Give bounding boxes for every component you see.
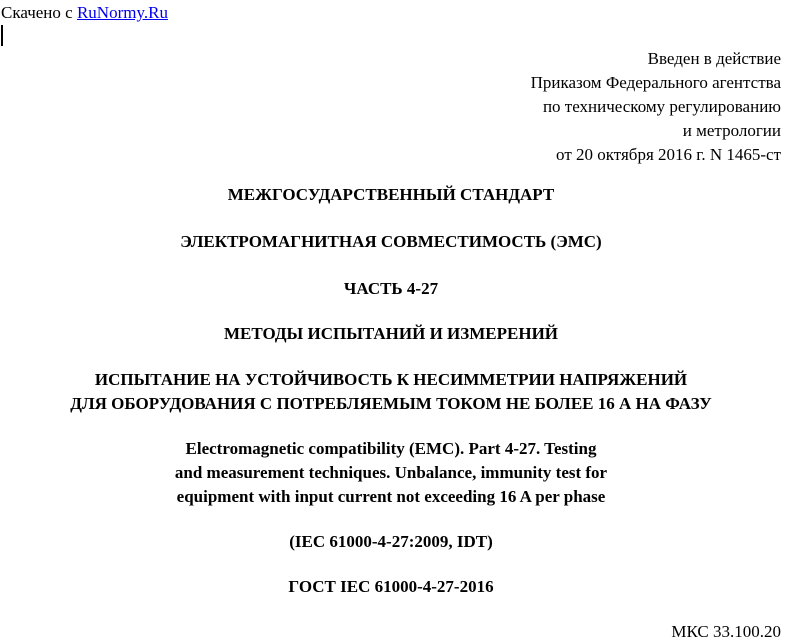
- standard-subtitle: МЕТОДЫ ИСПЫТАНИЙ И ИЗМЕРЕНИЙ: [223, 324, 559, 343]
- english-title-line-2: and measurement techniques. Unbalance, immunity test for: [174, 463, 608, 482]
- runormy-link[interactable]: RuNormy.Ru: [76, 3, 168, 22]
- download-prefix: Скачено с: [1, 3, 77, 22]
- iec-reference: (IEC 61000-4-27:2009, IDT): [289, 532, 493, 551]
- standard-part: ЧАСТЬ 4-27: [343, 279, 439, 298]
- enactment-line: и метрологии: [682, 121, 781, 140]
- enactment-block: [531, 47, 781, 167]
- test-title-line-2: ДЛЯ ОБОРУДОВАНИЯ С ПОТРЕБЛЯЕМЫМ ТОКОМ НЕ БОЛЕЕ 16 А НА ФАЗУ: [70, 394, 712, 413]
- mks-code: МКС 33.100.20: [671, 622, 781, 641]
- english-title-line-1: Electromagnetic compatibility (EMC). Part 4-27. Testing: [185, 439, 597, 458]
- standard-type-heading: МЕЖГОСУДАРСТВЕННЫЙ СТАНДАРТ: [227, 185, 555, 204]
- english-title-line-3: equipment with input current not exceeding 16 A per phase: [176, 487, 606, 506]
- test-title-line-1: ИСПЫТАНИЕ НА УСТОЙЧИВОСТЬ К НЕСИММЕТРИИ НАПРЯЖЕНИЙ: [94, 370, 688, 389]
- enactment-line: от 20 октября 2016 г. N 1465-ст: [556, 145, 781, 164]
- enactment-line: по техническому регулированию: [542, 97, 781, 116]
- enactment-line: Приказом Федерального агентства: [530, 73, 781, 92]
- text-cursor: [1, 25, 3, 46]
- standard-main-title: ЭЛЕКТРОМАГНИТНАЯ СОВМЕСТИМОСТЬ (ЭМС): [180, 232, 602, 251]
- download-source-line: [1, 3, 168, 23]
- gost-number: ГОСТ IEC 61000-4-27-2016: [288, 577, 494, 596]
- enactment-line: Введен в действие: [647, 49, 781, 68]
